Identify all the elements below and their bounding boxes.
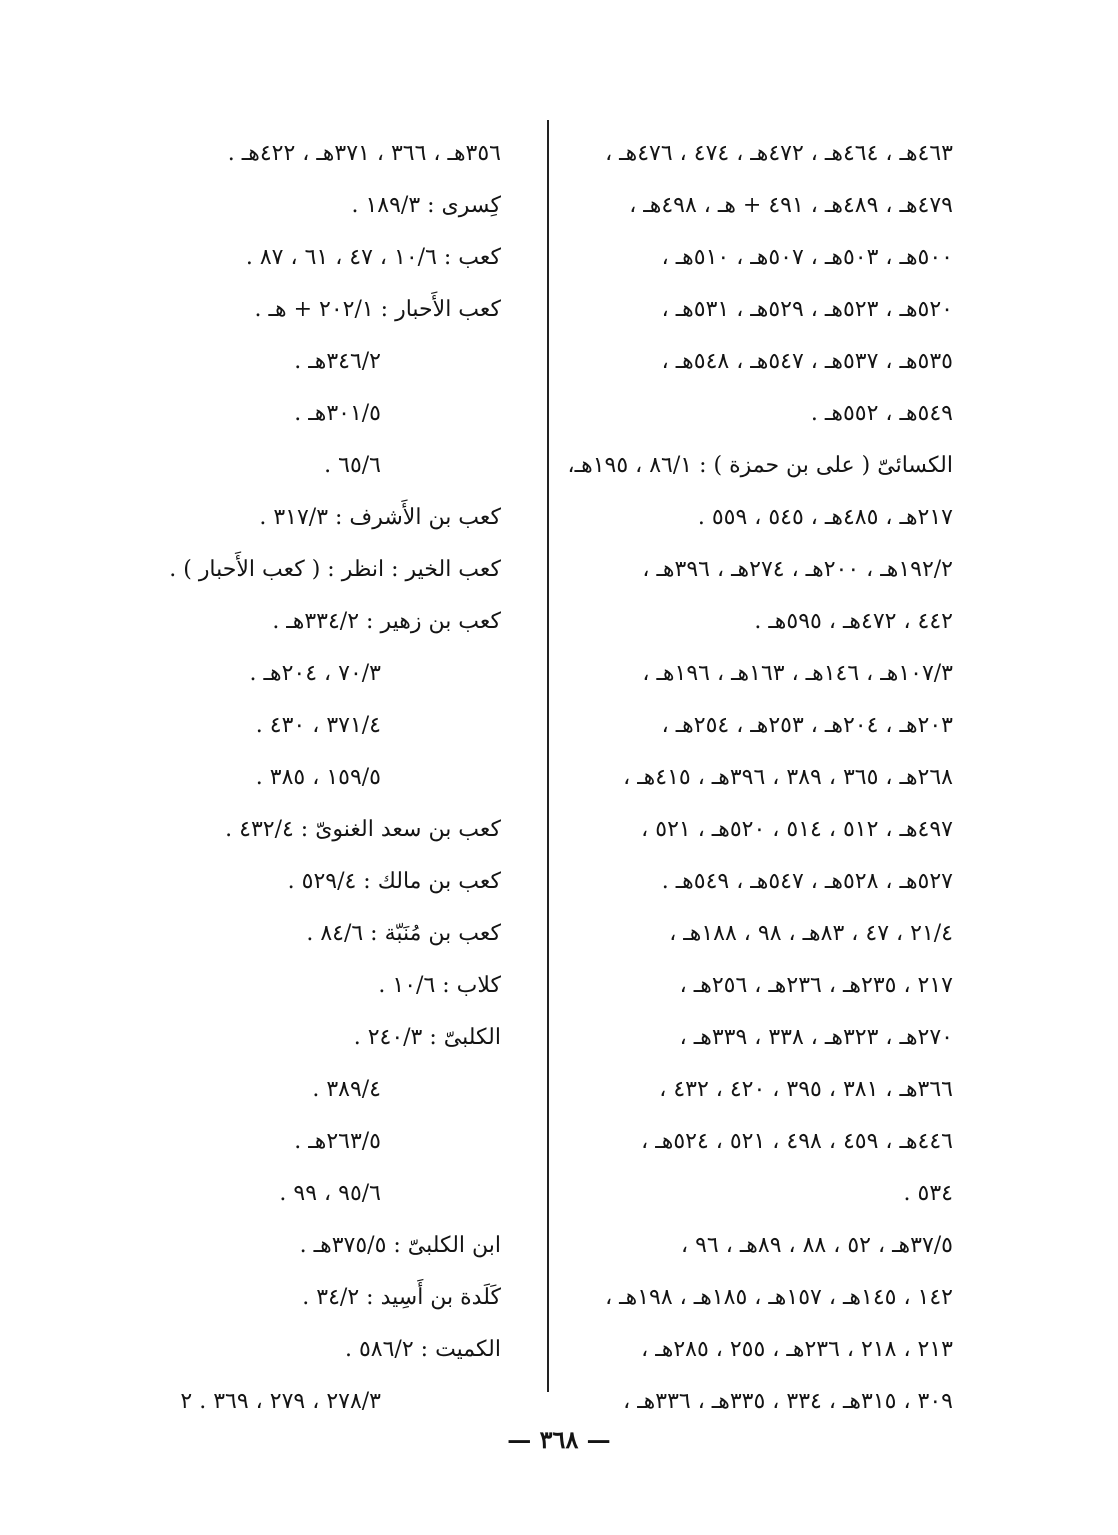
- index-line: كعب : ١٠/٦ ، ٤٧ ، ٦١ ، ٨٧ .: [245, 245, 501, 270]
- index-line: ٣٦٦هـ ، ٣٨١ ، ٣٩٥ ، ٤٢٠ ، ٤٣٢ ،: [659, 1077, 953, 1102]
- index-line: ابن الكلبىّ : ٣٧٥/٥هـ .: [299, 1233, 501, 1258]
- index-line: كعب بن سعد الغنوىّ : ٤٣٢/٤ .: [225, 817, 501, 842]
- index-line: ٢١٧هـ ، ٤٨٥هـ ، ٥٤٥ ، ٥٥٩ .: [697, 505, 953, 530]
- index-line: ٢١٣ ، ٢١٨ ، ٢٣٦هـ ، ٢٥٥ ، ٢٨٥هـ ،: [641, 1337, 953, 1362]
- index-line: ١٠٧/٣هـ ، ١٤٦هـ ، ١٦٣هـ ، ١٩٦هـ ،: [642, 661, 953, 686]
- index-line: كعب الأَحبار : ٢٠٢/١ + هـ .: [254, 297, 501, 322]
- index-line: ٧٠/٣ ، ٢٠٤هـ .: [249, 661, 381, 686]
- index-line: ١٤٢ ، ١٤٥هـ ، ١٥٧هـ ، ١٨٥هـ ، ١٩٨هـ ،: [605, 1285, 953, 1310]
- index-line: ٢٧٨/٣ ، ٢٧٩ ، ٣٦٩ . ٢: [180, 1389, 381, 1414]
- index-line: كِسرى : ١٨٩/٣ .: [351, 193, 501, 218]
- index-line: ٦٥/٦ .: [324, 453, 381, 478]
- index-line: ٥٢٠هـ ، ٥٢٣هـ ، ٥٢٩هـ ، ٥٣١هـ ،: [661, 297, 953, 322]
- index-line: ٢٠٣هـ ، ٢٠٤هـ ، ٢٥٣هـ ، ٢٥٤هـ ،: [661, 713, 953, 738]
- index-line: الكميت : ٥٨٦/٢ .: [344, 1337, 501, 1362]
- index-line: كعب بن مُنَبّة : ٨٤/٦ .: [306, 921, 501, 946]
- index-line: ٤٧٩هـ ، ٤٨٩هـ ، ٤٩١ + هـ ، ٤٩٨هـ ،: [629, 193, 953, 218]
- index-line: ٣٠٩ ، ٣١٥هـ ، ٣٣٤ ، ٣٣٥هـ ، ٣٣٦هـ ،: [623, 1389, 953, 1414]
- index-line: ٥٤٩هـ ، ٥٥٢هـ .: [810, 401, 953, 426]
- index-line: ٣٧١/٤ ، ٤٣٠ .: [255, 713, 381, 738]
- index-line: كعب الخير : انظر : ( كعب الأَحبار ) .: [169, 557, 501, 582]
- index-line: الكسائىّ ( على بن حمزة ) : ٨٦/١ ، ١٩٥هـ،: [567, 453, 953, 478]
- index-line: ٥٠٠هـ ، ٥٠٣هـ ، ٥٠٧هـ ، ٥١٠هـ ،: [661, 245, 953, 270]
- index-line: ٣٤٦/٢هـ .: [294, 349, 381, 374]
- index-line: ٤٦٣هـ ، ٤٦٤هـ ، ٤٧٢هـ ، ٤٧٤ ، ٤٧٦هـ ،: [605, 141, 953, 166]
- index-line: ٥٢٧هـ ، ٥٢٨هـ ، ٥٤٧هـ ، ٥٤٩هـ .: [661, 869, 953, 894]
- index-line: ٢١٧ ، ٢٣٥هـ ، ٢٣٦هـ ، ٢٥٦هـ ،: [679, 973, 953, 998]
- page-number: — ٣٦٨ —: [507, 1425, 611, 1454]
- column-divider: [547, 120, 549, 1392]
- index-line: الكلبىّ : ٢٤٠/٣ .: [353, 1025, 501, 1050]
- index-line: ١٩٢/٢هـ ، ٢٠٠هـ ، ٢٧٤هـ ، ٣٩٦هـ ،: [642, 557, 953, 582]
- index-line: ٢٦٨هـ ، ٣٦٥ ، ٣٨٩ ، ٣٩٦هـ ، ٤١٥هـ ،: [623, 765, 953, 790]
- index-line: ٣٠١/٥هـ .: [294, 401, 381, 426]
- index-line: ٣٨٩/٤ .: [312, 1077, 381, 1102]
- index-line: ٥٣٤ .: [903, 1181, 953, 1206]
- index-line: ٤٤٢ ، ٤٧٢هـ ، ٥٩٥هـ .: [754, 609, 953, 634]
- index-line: كعب بن زهير : ٣٣٤/٢هـ .: [272, 609, 501, 634]
- index-line: كلاب : ١٠/٦ .: [378, 973, 501, 998]
- index-line: ٣٥٦هـ ، ٣٦٦ ، ٣٧١هـ ، ٤٢٢هـ .: [227, 141, 501, 166]
- index-line: ٥٣٥هـ ، ٥٣٧هـ ، ٥٤٧هـ ، ٥٤٨هـ ،: [661, 349, 953, 374]
- index-line: ٤٩٧هـ ، ٥١٢ ، ٥١٤ ، ٥٢٠هـ ، ٥٢١ ،: [641, 817, 953, 842]
- index-line: ٢٦٣/٥هـ .: [294, 1129, 381, 1154]
- index-line: ٩٥/٦ ، ٩٩ .: [279, 1181, 381, 1206]
- index-line: ١٥٩/٥ ، ٣٨٥ .: [255, 765, 381, 790]
- index-line: ٢٧٠هـ ، ٣٢٣هـ ، ٣٣٨ ، ٣٣٩هـ ،: [679, 1025, 953, 1050]
- left-column: [11, 128, 501, 1428]
- index-line: ٢١/٤ ، ٤٧ ، ٨٣هـ ، ٩٨ ، ١٨٨هـ ،: [669, 921, 953, 946]
- index-line: كعب بن الأَشرف : ٣١٧/٣ .: [259, 505, 501, 530]
- index-line: ٣٧/٥هـ ، ٥٢ ، ٨٨ ، ٨٩هـ ، ٩٦ ،: [681, 1233, 953, 1258]
- index-line: ٤٤٦هـ ، ٤٥٩ ، ٤٩٨ ، ٥٢١ ، ٥٢٤هـ ،: [641, 1129, 953, 1154]
- right-column: [563, 128, 953, 1428]
- index-line: كَلَدة بن أَسِيد : ٣٤/٢ .: [302, 1285, 501, 1310]
- index-line: كعب بن مالك : ٥٢٩/٤ .: [287, 869, 501, 894]
